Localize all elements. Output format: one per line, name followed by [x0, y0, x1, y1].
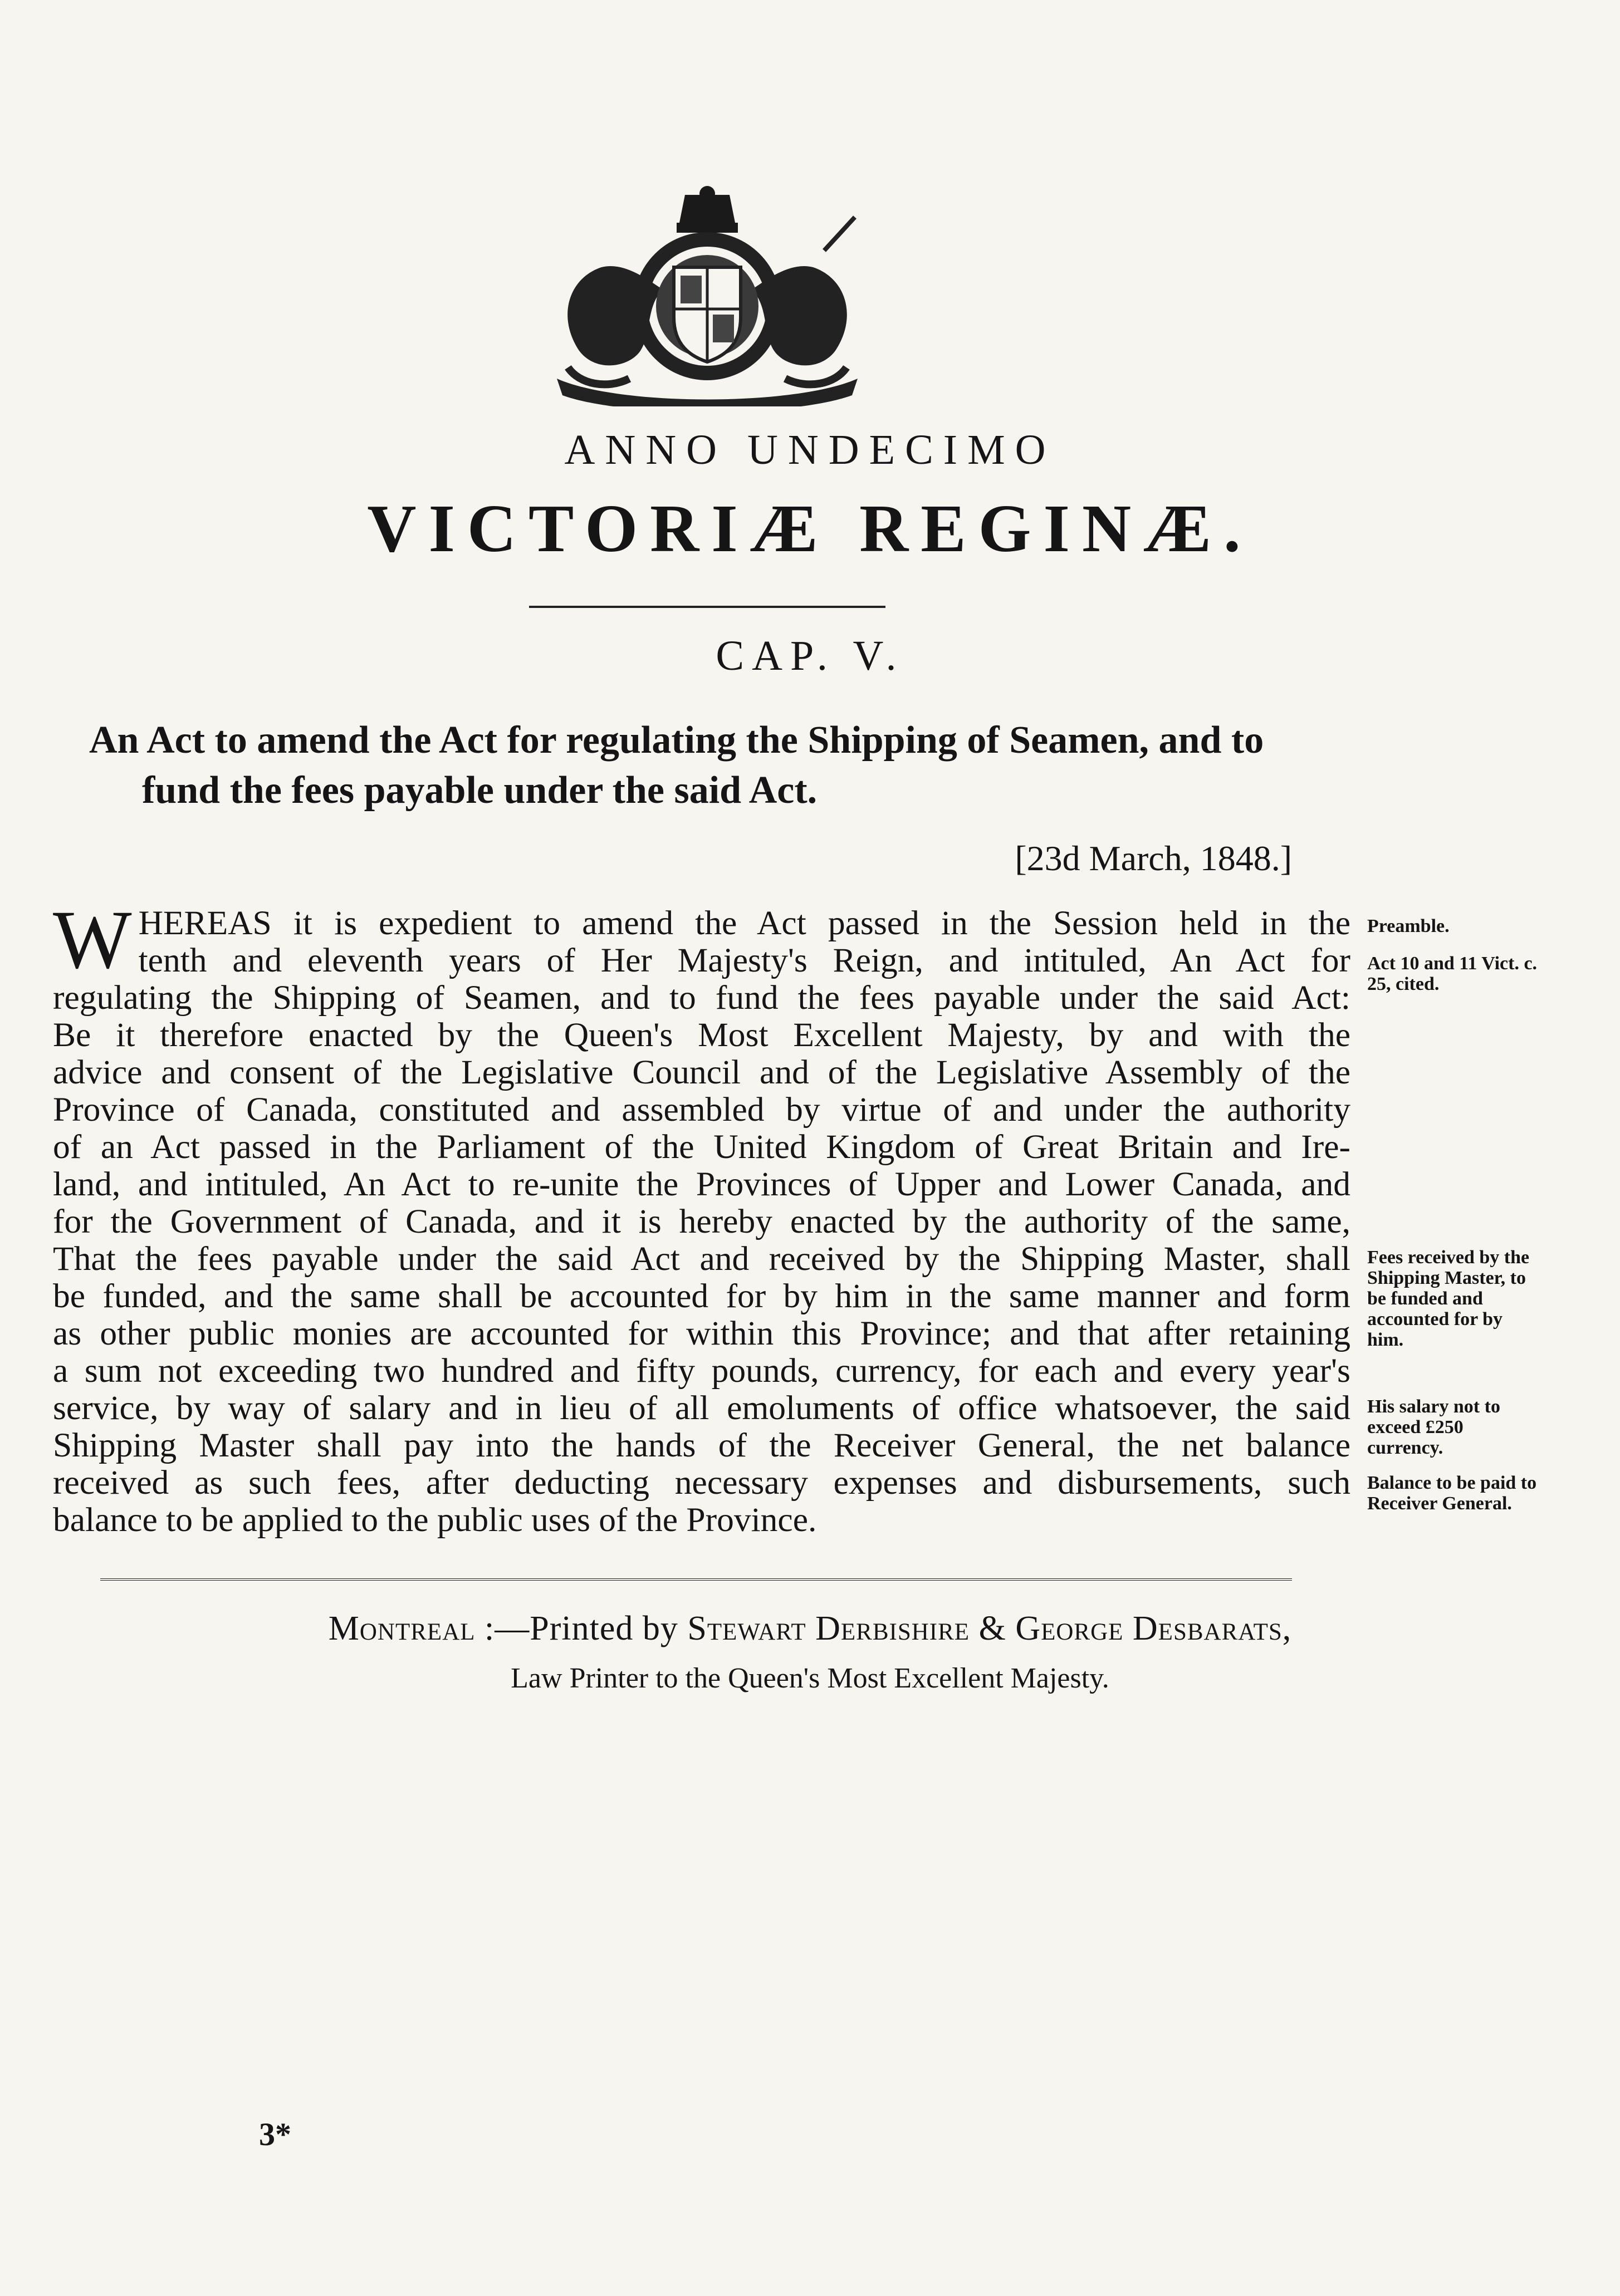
footer-rule — [100, 1578, 1292, 1581]
body-line: a sum not exceeding two hundred and fifty pounds, currency, for each and every year's — [53, 1352, 1350, 1390]
body-line: land, and intituled, An Act to re-unite the Provinces of Upper and Lower Canada, and — [53, 1165, 1350, 1203]
divider-rule — [529, 606, 885, 608]
body-line: of an Act passed in the Parliament of the United Kingdom of Great Britain and Ire- — [53, 1128, 1350, 1166]
act-body-text — [53, 894, 1350, 1539]
marginal-note-fees-funded: Fees received by the Shipping Master, to be funded and accounted for by him. — [1367, 1247, 1530, 1350]
printer-ampersand: & — [978, 1610, 1006, 1647]
body-line: Be it therefore enacted by the Queen's Most Excellent Majesty, by and with the — [53, 1016, 1350, 1054]
body-line: Province of Canada, constituted and assembled by virtue of and under the authority — [53, 1091, 1350, 1129]
act-long-title — [89, 715, 1376, 816]
victoriae-heading: VICTORIÆ REGINÆ. — [367, 491, 1253, 566]
marginal-note-act-cited: Act 10 and 11 Vict. c. 25, cited. — [1367, 953, 1538, 994]
body-line: balance to be applied to the public uses of the Province. — [53, 1501, 817, 1539]
body-line: be funded, and the same shall be accounted for by him in the same manner and form — [53, 1277, 1350, 1315]
body-line: service, by way of salary and in lieu of all emoluments of office whatsoever, the said — [53, 1389, 1350, 1427]
body-line: received as such fees, after deducting necessary expenses and disbursements, such — [53, 1464, 1350, 1502]
signature-mark: 3* — [259, 2116, 291, 2152]
chapter-number: CAP. V. — [716, 632, 904, 679]
body-line: tenth and eleventh years of Her Majesty's Reign, and intituled, An Act for — [138, 941, 1350, 979]
body-line: regulating the Shipping of Seamen, and to fund the fees payable under the said Act: — [53, 979, 1350, 1017]
marginal-note-salary: His salary not to exceed £250 currency. — [1367, 1396, 1500, 1458]
printer-city: Montreal — [328, 1610, 476, 1647]
body-line: as other public monies are accounted for within this Province; and that after retaining — [53, 1314, 1350, 1352]
marginal-note-preamble: Preamble. — [1367, 916, 1450, 936]
printer-line-1 — [0, 1609, 1620, 1649]
anno-heading: ANNO UNDECIMO — [564, 426, 1056, 473]
marginal-note-balance: Balance to be paid to Receiver General. — [1367, 1473, 1537, 1514]
printer-name-2: George Desbarats, — [1015, 1610, 1292, 1647]
body-line: Shipping Master shall pay into the hands of the Receiver General, the net balance — [53, 1426, 1350, 1464]
assent-date: [23d March, 1848.] — [1015, 838, 1292, 878]
drop-cap: W — [53, 894, 132, 986]
royal-coat-of-arms — [535, 184, 880, 406]
body-line: That the fees payable under the said Act and received by the Shipping Master, shall — [53, 1240, 1350, 1278]
printer-text: :—Printed by — [484, 1610, 678, 1647]
long-title-line-1: An Act to amend the Act for regulating the Shipping of Seamen, and to — [89, 719, 1264, 762]
body-line: advice and consent of the Legislative Council and of the Legislative Assembly of the — [53, 1053, 1350, 1091]
long-title-line-2: fund the fees payable under the said Act. — [142, 769, 818, 812]
body-line: for the Government of Canada, and it is hereby enacted by the authority of the same, — [53, 1203, 1350, 1240]
body-line: HEREAS it is expedient to amend the Act passed in the Session held in the — [138, 904, 1350, 942]
printer-name-1: Stewart Derbishire — [687, 1610, 970, 1647]
printer-line-2: Law Printer to the Queen's Most Excellent Majesty. — [511, 1662, 1109, 1694]
